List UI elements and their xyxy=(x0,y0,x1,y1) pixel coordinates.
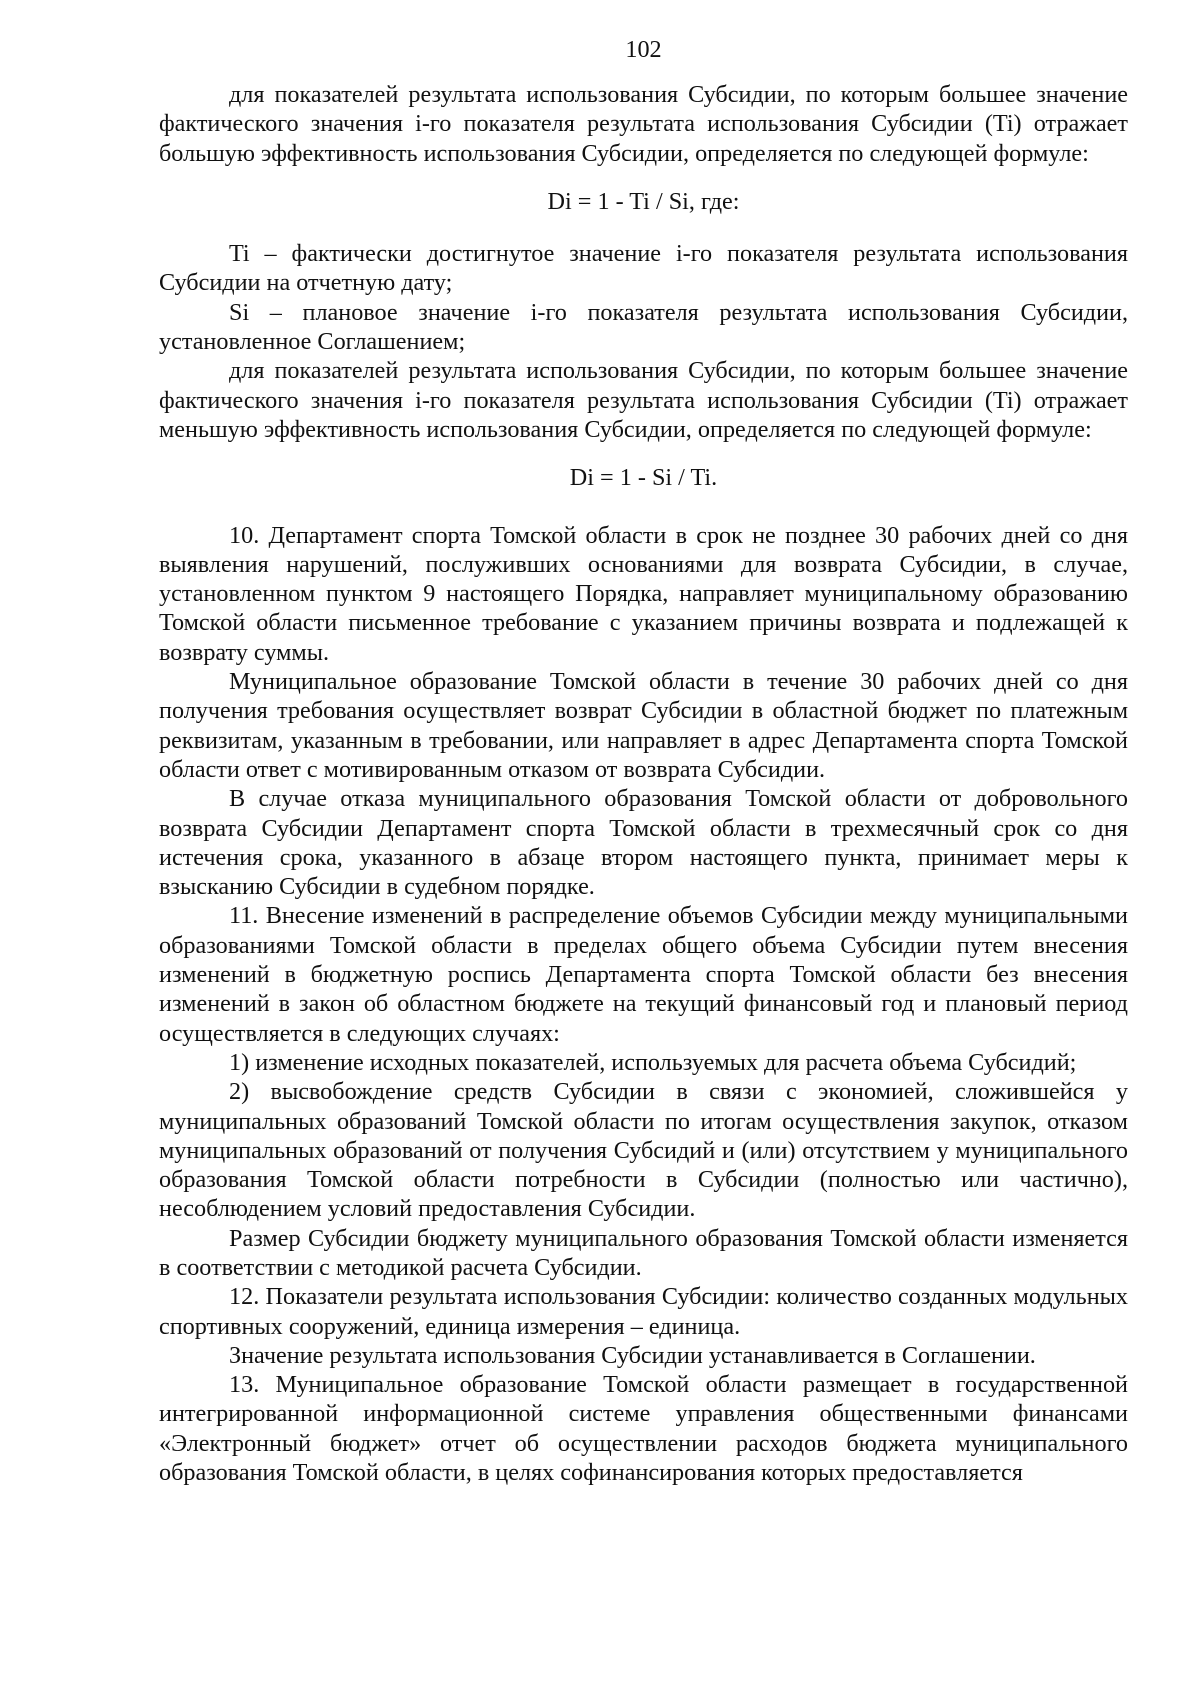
page-number: 102 xyxy=(625,36,662,63)
paragraph-efficiency-greater: для показателей результата использования Субсидии, по которым большее значение фактического значения i-го показателя результата использования Субсидии (Ti) отражает большую эффективность использования Субсидии, определяется по следующей формуле: xyxy=(159,81,1128,167)
paragraph-section-13: 13. Муниципальное образование Томской области размещает в государственной интегрированной информационной системе управления общественными финансами «Электронный бюджет» отчет об осуществлении расходов бюджета муниципального образования Томской области, в целях софинансирования которых предоставляется xyxy=(159,1371,1128,1487)
paragraph-refusal-recovery: В случае отказа муниципального образования Томской области от добровольного возврата Субсидии Департамент спорта Томской области в трехмесячный срок со дня истечения срока, указанного в абзаце втором настоящего пункта, принимает меры к взысканию Субсидии в судебном порядке. xyxy=(159,785,1128,901)
paragraph-ti-definition: Ti – фактически достигнутое значение i-го показателя результата использования Субсидии на отчетную дату; xyxy=(159,240,1128,297)
list-item-2: 2) высвобождение средств Субсидии в связи с экономией, сложившейся у муниципальных образований Томской области по итогам осуществления закупок, отказом муниципальных образований от получения Субсидий и (или) отсутствием у муниципального образования Томской области потребности в Субсидии (полностью или частично), несоблюдением условий предоставления Субсидии. xyxy=(159,1078,1128,1223)
formula-di-si-ti: Di = 1 - Si / Ti. xyxy=(569,464,718,492)
paragraph-return-within-30-days: Муниципальное образование Томской области в течение 30 рабочих дней со дня получения требования осуществляет возврат Субсидии в областной бюджет по платежным реквизитам, указанным в требовании, или направляет в адрес Департамента спорта Томской области ответ с мотивированным отказом от возврата Субсидии. xyxy=(159,668,1128,783)
paragraph-result-value: Значение результата использования Субсидии устанавливается в Соглашении. xyxy=(229,1341,1036,1369)
paragraph-si-definition: Si – плановое значение i-го показателя результата использования Субсидии, установленное Соглашением; xyxy=(159,298,1128,356)
formula-di-ti-si: Di = 1 - Ti / Si, где: xyxy=(547,187,740,215)
paragraph-section-11: 11. Внесение изменений в распределение объемов Субсидии между муниципальными образованиями Томской области в пределах общего объема Субсидии путем внесения изменений в бюджетную роспись Департамента спорта Томской области без внесения изменений в закон об областном бюджете на текущий финансовый год и плановый период осуществляется в следующих случаях: xyxy=(159,902,1128,1047)
list-item-1: 1) изменение исходных показателей, используемых для расчета объема Субсидий; xyxy=(229,1048,1077,1076)
paragraph-efficiency-lesser: для показателей результата использования Субсидии, по которым большее значение фактического значения i-го показателя результата использования Субсидии (Ti) отражает меньшую эффективность использования Субсидии, определяется по следующей формуле: xyxy=(159,357,1128,443)
paragraph-section-10: 10. Департамент спорта Томской области в срок не позднее 30 рабочих дней со дня выявления нарушений, послуживших основаниями для возврата Субсидии, в случае, установленном пунктом 9 настоящего Порядка, направляет муниципальному образованию Томской области письменное требование с указанием причины возврата и подлежащей к возврату суммы. xyxy=(159,521,1128,666)
paragraph-section-12: 12. Показатели результата использования Субсидии: количество созданных модульных спортивных сооружений, единица измерения – единица. xyxy=(159,1283,1128,1340)
paragraph-subsidy-size: Размер Субсидии бюджету муниципального образования Томской области изменяется в соответствии с методикой расчета Субсидии. xyxy=(159,1224,1128,1281)
